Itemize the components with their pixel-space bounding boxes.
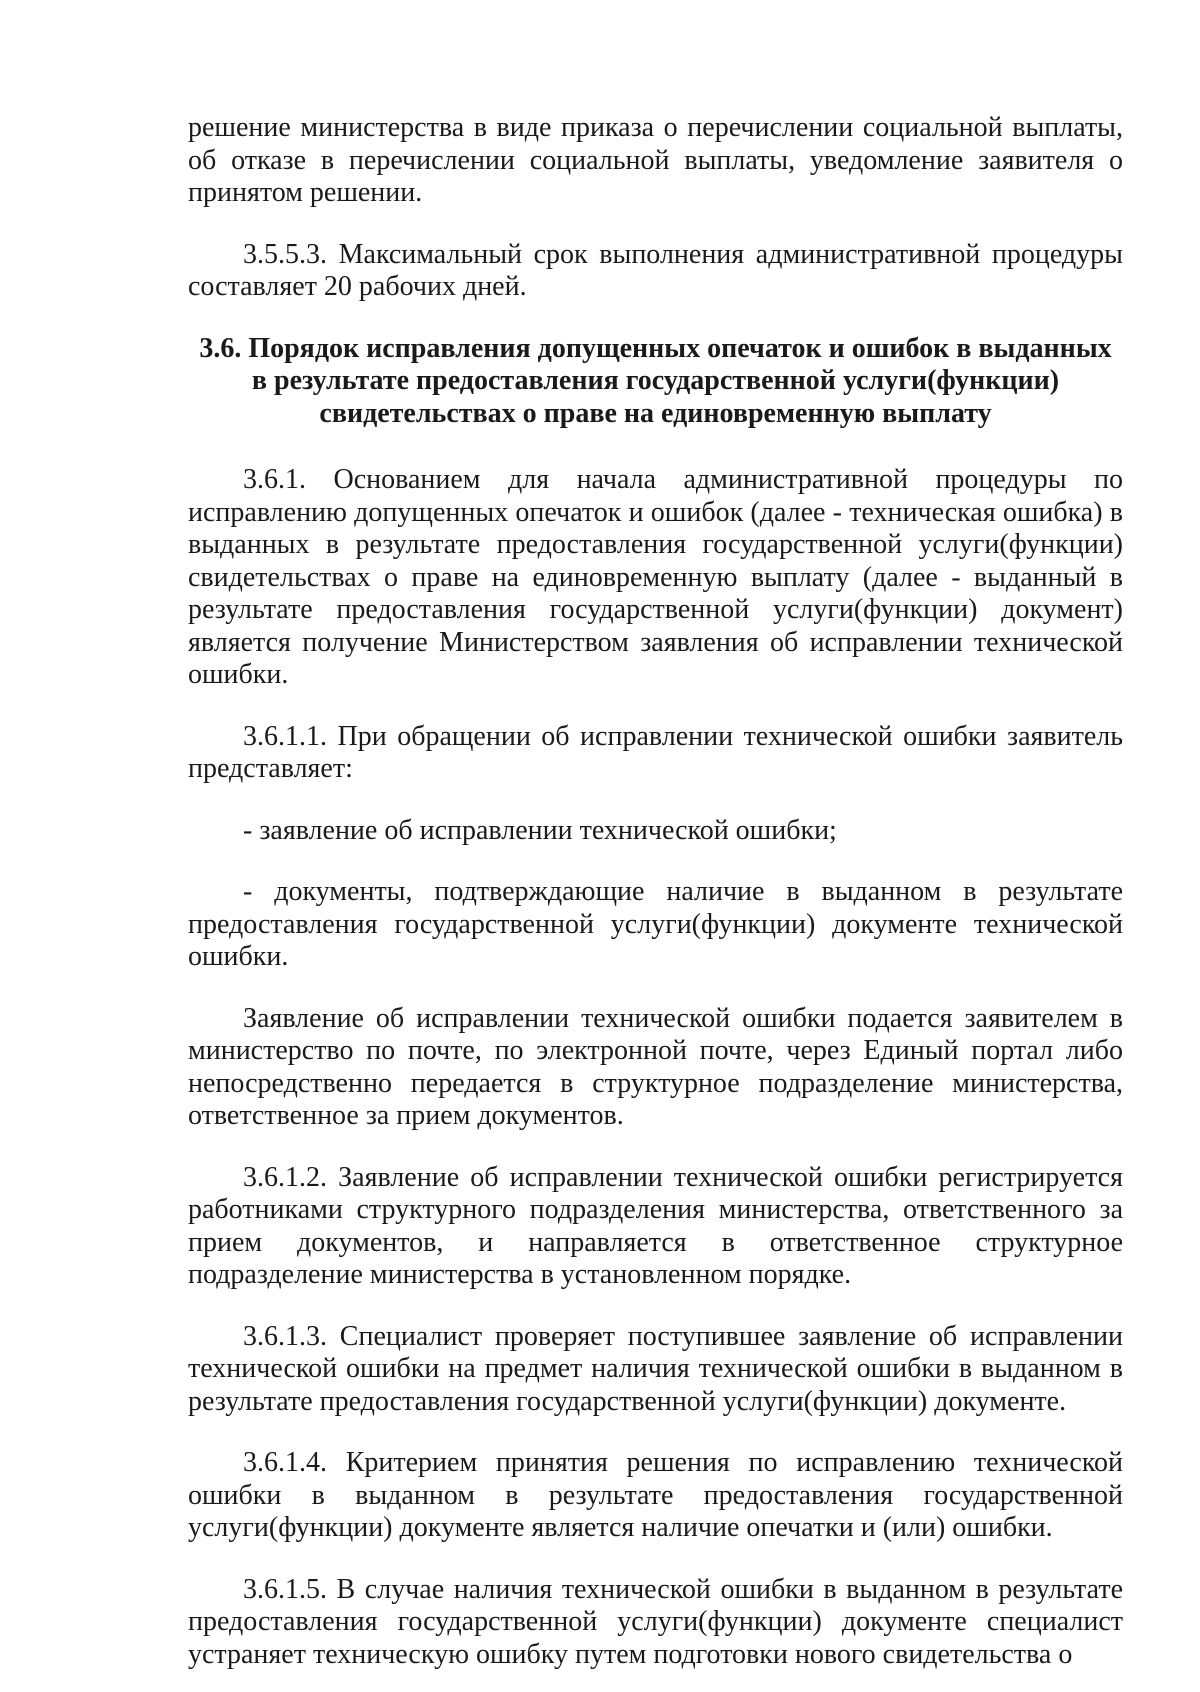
paragraph-3-6-1-3: 3.6.1.3. Специалист проверяет поступившее заявление об исправлении технической ошибки на предмет наличия технической ошибки в выданном в результате предоставления государственной услуги(функции) документе. [188, 1320, 1123, 1417]
paragraph-3-6-1-2: 3.6.1.2. Заявление об исправлении технической ошибки регистрируется работниками структурного подразделения министерства, ответственного за прием документов, и направляется в ответственное структурное подразделение министерства в установленном порядке. [188, 1161, 1123, 1290]
paragraph-continuation: решение министерства в виде приказа о перечислении социальной выплаты, об отказе в перечислении социальной выплаты, уведомление заявителя о принятом решении. [188, 112, 1123, 208]
document-page [188, 112, 1123, 1671]
paragraph-3-6-1: 3.6.1. Основанием для начала административной процедуры по исправлению допущенных опечаток и ошибок (далее - техническая ошибка) в выданных в результате предоставления государственной услуги(функции) свидетельствах о праве на единовременную выплату (далее - выданный в результате предоставления государственной услуги(функции) документ) является получение Министерством заявления об исправлении технической ошибки. [188, 464, 1123, 690]
paragraph-3-6-1-5: 3.6.1.5. В случае наличия технической ошибки в выданном в результате предоставления государственной услуги(функции) документе специалист устраняет техническую ошибку путем подготовки нового свидетельства о [188, 1573, 1123, 1670]
paragraph-submission: Заявление об исправлении технической ошибки подается заявителем в министерство по почте, по электронной почте, через Единый портал либо непосредственно передается в структурное подразделение министерства, ответственное за прием документов. [188, 1002, 1123, 1131]
paragraph-3-6-1-4: 3.6.1.4. Критерием принятия решения по исправлению технической ошибки в выданном в результате предоставления государственной услуги(функции) документе является наличие опечатки и (или) ошибки. [188, 1447, 1123, 1543]
paragraph-3-6-1-1: 3.6.1.1. При обращении об исправлении технической ошибки заявитель представляет: [188, 720, 1123, 784]
paragraph-3-5-5-3: 3.5.5.3. Максимальный срок выполнения административной процедуры составляет 20 рабочих дней. [188, 238, 1123, 302]
list-item-documents: - документы, подтверждающие наличие в выданном в результате предоставления государственной услуги(функции) документе технической ошибки. [188, 876, 1123, 972]
section-heading-3-6: 3.6. Порядок исправления допущенных опечаток и ошибок в выданных в результате предоставления государственной услуги(функции) свидетельствах о праве на единовременную выплату [199, 332, 1112, 429]
list-item-application: - заявление об исправлении технической ошибки; [243, 814, 837, 846]
